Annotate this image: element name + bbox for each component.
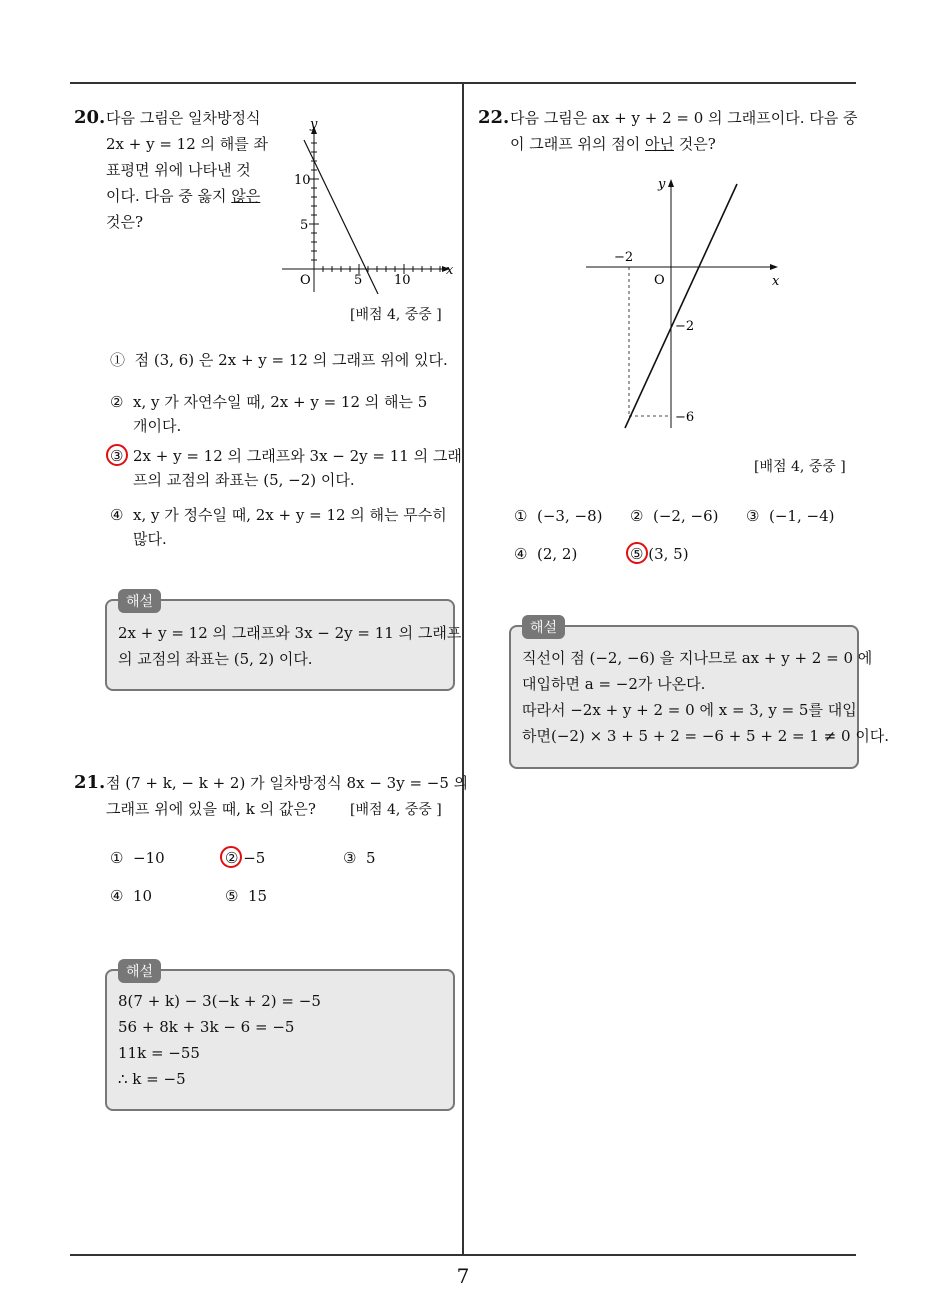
q21-solution-line: 8(7 + k) − 3(−k + 2) = −5: [118, 992, 321, 1010]
q22-solution-line: 따라서 −2x + y + 2 = 0 에 x = 3, y = 5를 대입: [522, 701, 857, 719]
q20-number: 20.: [74, 107, 106, 128]
q21-number: 21.: [74, 772, 106, 793]
q21-solution-line: 56 + 8k + 3k − 6 = −5: [118, 1018, 295, 1036]
q20-solution-line: 의 교점의 좌표는 (5, 2) 이다.: [118, 650, 313, 668]
y-axis-arrow: [668, 179, 674, 187]
x-axis-label: x: [446, 263, 454, 278]
q21-stem-line: 그래프 위에 있을 때, k 의 값은?: [106, 800, 316, 818]
x-tick-label: −2: [614, 250, 634, 265]
x-axis-label: x: [772, 274, 780, 289]
q22-option-selected[interactable]: ⑤ (3, 5): [630, 545, 689, 563]
q22-solution-line: 대입하면 a = −2가 나온다.: [522, 675, 706, 693]
q22-option[interactable]: ③ (−1, −4): [746, 507, 835, 525]
x-axis-arrow: [770, 264, 778, 270]
q22-stem-line: 이 그래프 위의 점이 아닌 것은?: [510, 135, 716, 153]
q22-number: 22.: [478, 107, 510, 128]
q22-option[interactable]: ④ (2, 2): [514, 545, 578, 563]
q21-solution-line: 11k = −55: [118, 1044, 200, 1062]
column-divider: [462, 84, 464, 1256]
q20-stem-line: 이다. 다음 중 옳지 않은: [106, 187, 261, 205]
y-tick-label: −6: [675, 410, 695, 425]
q21-option[interactable]: ⑤ 15: [225, 887, 268, 905]
q20-solution-line: 2x + y = 12 의 그래프와 3x − 2y = 11 의 그래프: [118, 624, 462, 642]
q22-stem-line: 다음 그림은 ax + y + 2 = 0 의 그래프이다. 다음 중: [510, 109, 858, 127]
q22-solution-line: 직선이 점 (−2, −6) 을 지나므로 ax + y + 2 = 0 에: [522, 649, 873, 667]
q21-option[interactable]: ① −10: [110, 849, 165, 867]
q20-stem-line: 것은?: [106, 213, 144, 231]
q22-line-graph: [625, 184, 737, 428]
q20-stem-line: 다음 그림은 일차방정식: [106, 109, 261, 127]
y-tick-label: 5: [300, 218, 309, 233]
q21-option[interactable]: ④ 10: [110, 887, 153, 905]
q20-stem-line: 2x + y = 12 의 해를 좌: [106, 135, 269, 153]
q22-option[interactable]: ① (−3, −8): [514, 507, 603, 525]
bottom-rule: [70, 1254, 856, 1256]
q20-graph: [278, 112, 458, 297]
q21-score: [배점 4, 중중 ]: [350, 802, 442, 818]
q22-underline-word: 아닌: [645, 135, 674, 153]
y-axis-label: y: [658, 177, 666, 192]
origin-label: O: [300, 273, 311, 288]
q22-solution-line: 하면(−2) × 3 + 5 + 2 = −6 + 5 + 2 = 1 ≠ 0 이다.: [522, 727, 890, 745]
q20-option-cont: 프의 교점의 좌표는 (5, −2) 이다.: [133, 471, 355, 489]
q22-score: [배점 4, 중중 ]: [754, 459, 846, 475]
x-tick-label: 5: [354, 273, 363, 288]
q20-stem-line: 표평면 위에 나타낸 것: [106, 161, 251, 179]
q20-option-cont: 많다.: [133, 530, 167, 548]
q21-stem-line: 점 (7 + k, − k + 2) 가 일차방정식 8x − 3y = −5 의: [106, 774, 469, 792]
origin-label: O: [654, 273, 665, 288]
q20-option-selected[interactable]: ③ 2x + y = 12 의 그래프와 3x − 2y = 11 의 그래: [110, 447, 462, 465]
q20-solution-tag: 해설: [118, 589, 161, 613]
x-tick-label: 10: [394, 273, 411, 288]
y-tick-label: −2: [675, 319, 695, 334]
q21-option-selected[interactable]: ② −5: [225, 849, 266, 867]
q22-graph: [578, 170, 788, 435]
q20-option[interactable]: ② x, y 가 자연수일 때, 2x + y = 12 의 해는 5: [110, 393, 428, 411]
q20-option[interactable]: ① 점 (3, 6) 은 2x + y = 12 의 그래프 위에 있다.: [110, 351, 448, 369]
q22-solution-tag: 해설: [522, 615, 565, 639]
page-number: 7: [456, 1264, 470, 1288]
q20-underline-word: 않은: [231, 187, 261, 205]
q21-solution-tag: 해설: [118, 959, 161, 983]
q20-option[interactable]: ④ x, y 가 정수일 때, 2x + y = 12 의 해는 무수히: [110, 506, 447, 524]
y-axis-label: y: [310, 117, 318, 132]
q21-solution-line: ∴ k = −5: [118, 1070, 186, 1088]
q20-score: [배점 4, 중중 ]: [350, 307, 442, 323]
y-tick-label: 10: [294, 173, 311, 188]
q22-option[interactable]: ② (−2, −6): [630, 507, 719, 525]
q21-option[interactable]: ③ 5: [343, 849, 376, 867]
q20-option-cont: 개이다.: [133, 417, 182, 435]
